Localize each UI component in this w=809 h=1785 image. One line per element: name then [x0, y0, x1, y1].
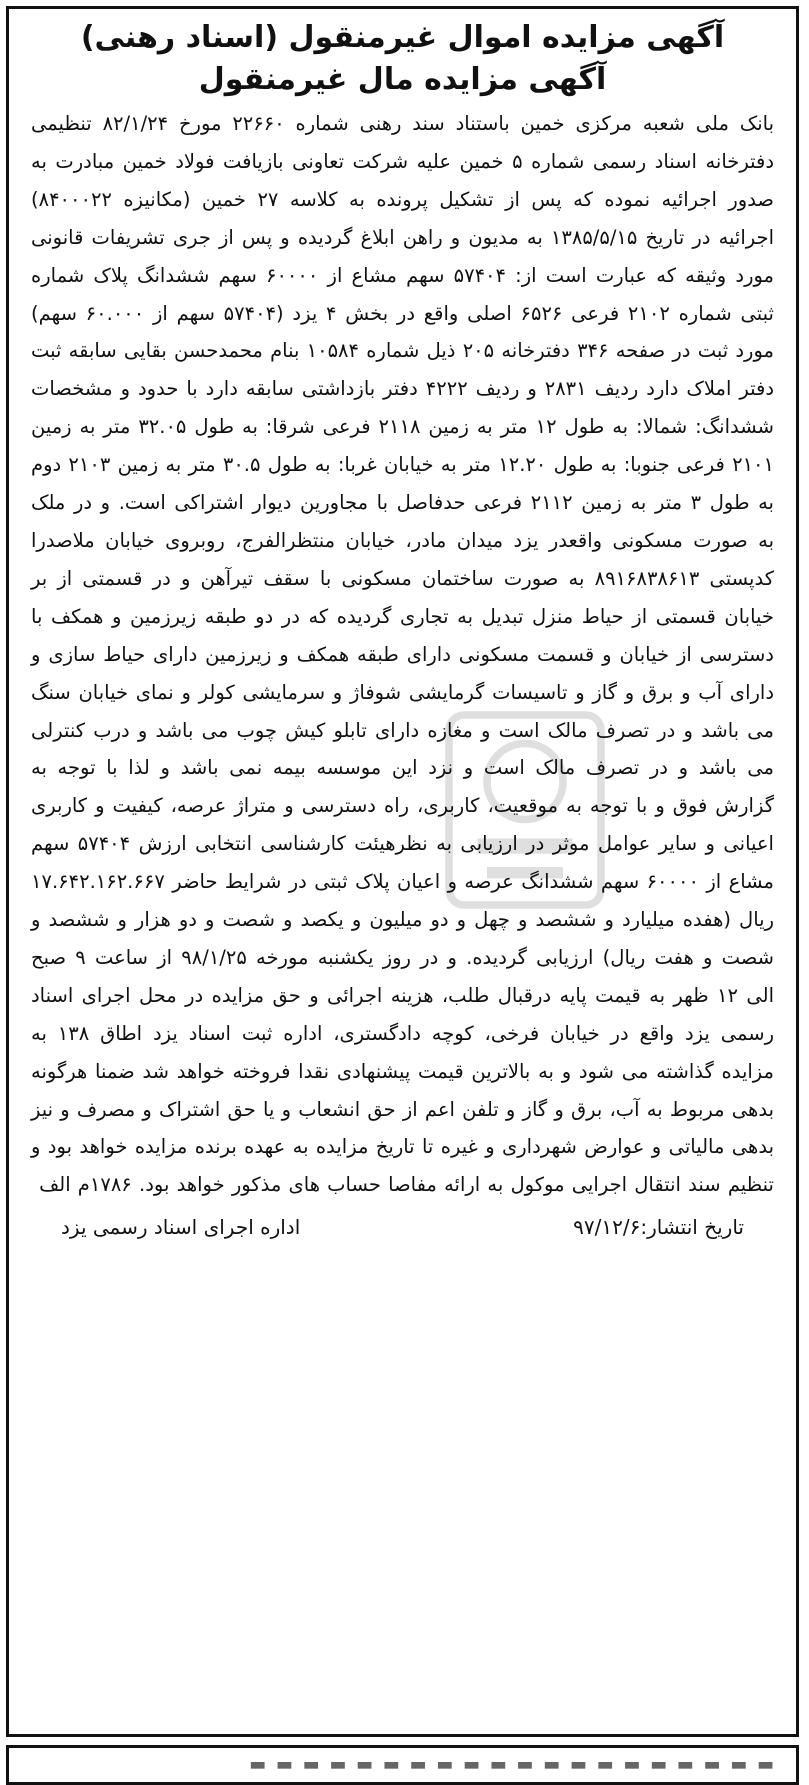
notice-body: بانک ملی شعبه مرکزی خمین باستناد سند رهنی شماره ۲۲۶۶۰ مورخ ۸۲/۱/۲۴ تنظیمی دفترخانه اسناد رسمی شماره ۵ خمین علیه شرکت تعاونی بازیافت فولاد خمین مبادرت به صدور اجرائیه نموده که پس از تشکیل پرونده به کلاسه ۲۷ خمین (مکانیزه ۸۴۰۰۰۲۲) اجرائیه در تاریخ ۱۳۸۵/۵/۱۵ به مدیون و راهن ابلاغ گردیده و پس از جری تشریفات قانونی مورد وثیقه که عبارت است از: ۵۷۴۰۴ سهم مشاع از ۶۰۰۰۰ سهم ششدانگ پلاک شماره ثبتی شماره ۲۱۰۲ فرعی ۶۵۲۶ اصلی واقع در بخش ۴ یزد (۵۷۴۰۴ سهم از ۶۰.۰۰۰ سهم) مورد ثبت در صفحه ۳۴۶ دفترخانه ۲۰۵ ذیل شماره ۱۰۵۸۴ بنام محمدحسن بقایی سابقه ثبت دفتر املاک دارد ردیف ۲۸۳۱ و ردیف ۴۲۲۲ دفتر بازداشتی سابقه دارد با حدود و مشخصات ششدانگ: شمالا: به طول ۱۲ متر به زمین ۲۱۱۸ فرعی شرقا: به طول ۳۲.۰۵ متر به زمین ۲۱۰۱ فرعی جنوبا: به طول ۱۲.۲۰ متر به خیابان غربا: به طول ۳۰.۵ متر به زمین ۲۱۰۳ دوم به طول ۳ متر به زمین ۲۱۱۲ فرعی حدفاصل با مجاورین دیوار اشتراکی است. و در ملک به صورت مسکونی واقعدر یزد میدان مادر، خیابان منتظرالفرج، روبروی خیابان ملاصدرا کدپستی ۸۹۱۶۸۳۸۶۱۳ به صورت ساختمان مسکونی با سقف تیرآهن و در قسمتی از بر خیابان قسمتی از حیاط منزل تبدیل به تجاری گردیده که در دو طبقه زیرزمین و همکف با دسترسی از خیابان و قسمت مسکونی دارای طبقه همکف و زیرزمین دارای حیاط سازی و دارای آب و برق و گاز و تاسیسات گرمایشی شوفاژ و سرمایشی کولر و نمای خیابان سنگ می باشد و در تصرف مالک است و مغازه دارای تابلو کیش چوب می باشد و درب کنترلی می باشد و در تصرف مالک است و نزد این موسسه بیمه نمی باشد و لذا با توجه به گزارش فوق و با توجه به موقعیت، کاربری، راه دسترسی و متراژ عرصه، کیفیت و کاربری اعیانی و سایر عوامل موثر در ارزیابی به نظرهیئت کارشناسی انتخابی ارزش ۵۷۴۰۴ سهم مشاع از ۶۰۰۰۰ سهم ششدانگ عرصه و اعیان پلاک ثبتی در شرایط حاضر ۱۷.۶۴۲.۱۶۲.۶۶۷ ریال (هفده میلیارد و ششصد و چهل و دو میلیون و یکصد و شصت و دو هزار و ششصد و شصت و هفت ریال) ارزیابی گردیده. و در روز یکشنبه مورخه ۹۸/۱/۲۵ از ساعت ۹ صبح الی ۱۲ ظهر به قیمت پایه درقبال طلب، هزینه اجرائی و حق مزایده در محل اجرای اسناد رسمی یزد واقع در خیابان فرخی، کوچه دادگستری، اداره ثبت اسناد یزد اطاق ۱۳۸ به مزایده گذاشته می شود و به بالاترین قیمت پیشنهادی نقدا فروخته خواهد شد ضمنا هرگونه بدهی مربوط به آب، برق و گاز و تلفن اعم از حق انشعاب و یا حق اشتراک و مصرف و نیز بدهی مالیاتی و عوارض شهرداری و غیره تا تاریخ مزایده به عهده برنده مزایده خواهد بود و تنظیم سند انتقال اجرایی موکول به ارائه مفاصا حساب های مذکور خواهد بود. ۱۷۸۶م الف	[31, 112, 775, 1197]
next-notice-cut-text: ▬ ▬ ▬ ▬ ▬ ▬ ▬ ▬ ▬ ▬ ▬ ▬ ▬ ▬ ▬ ▬ ▬ ▬ ▬ ▬	[249, 1754, 776, 1775]
notice-title: آگهی مزایده اموال غیرمنقول (اسناد رهنی)	[80, 20, 725, 55]
notice-footer	[31, 1208, 774, 1246]
publish-date: تاریخ انتشار:۹۷/۱۲/۶	[573, 1215, 744, 1240]
next-notice-edge	[6, 1745, 799, 1785]
notice-subtitle: آگهی مزایده مال غیرمنقول	[198, 62, 607, 97]
auction-notice	[6, 6, 799, 1737]
issuing-office: اداره اجرای اسناد رسمی یزد	[61, 1215, 301, 1240]
